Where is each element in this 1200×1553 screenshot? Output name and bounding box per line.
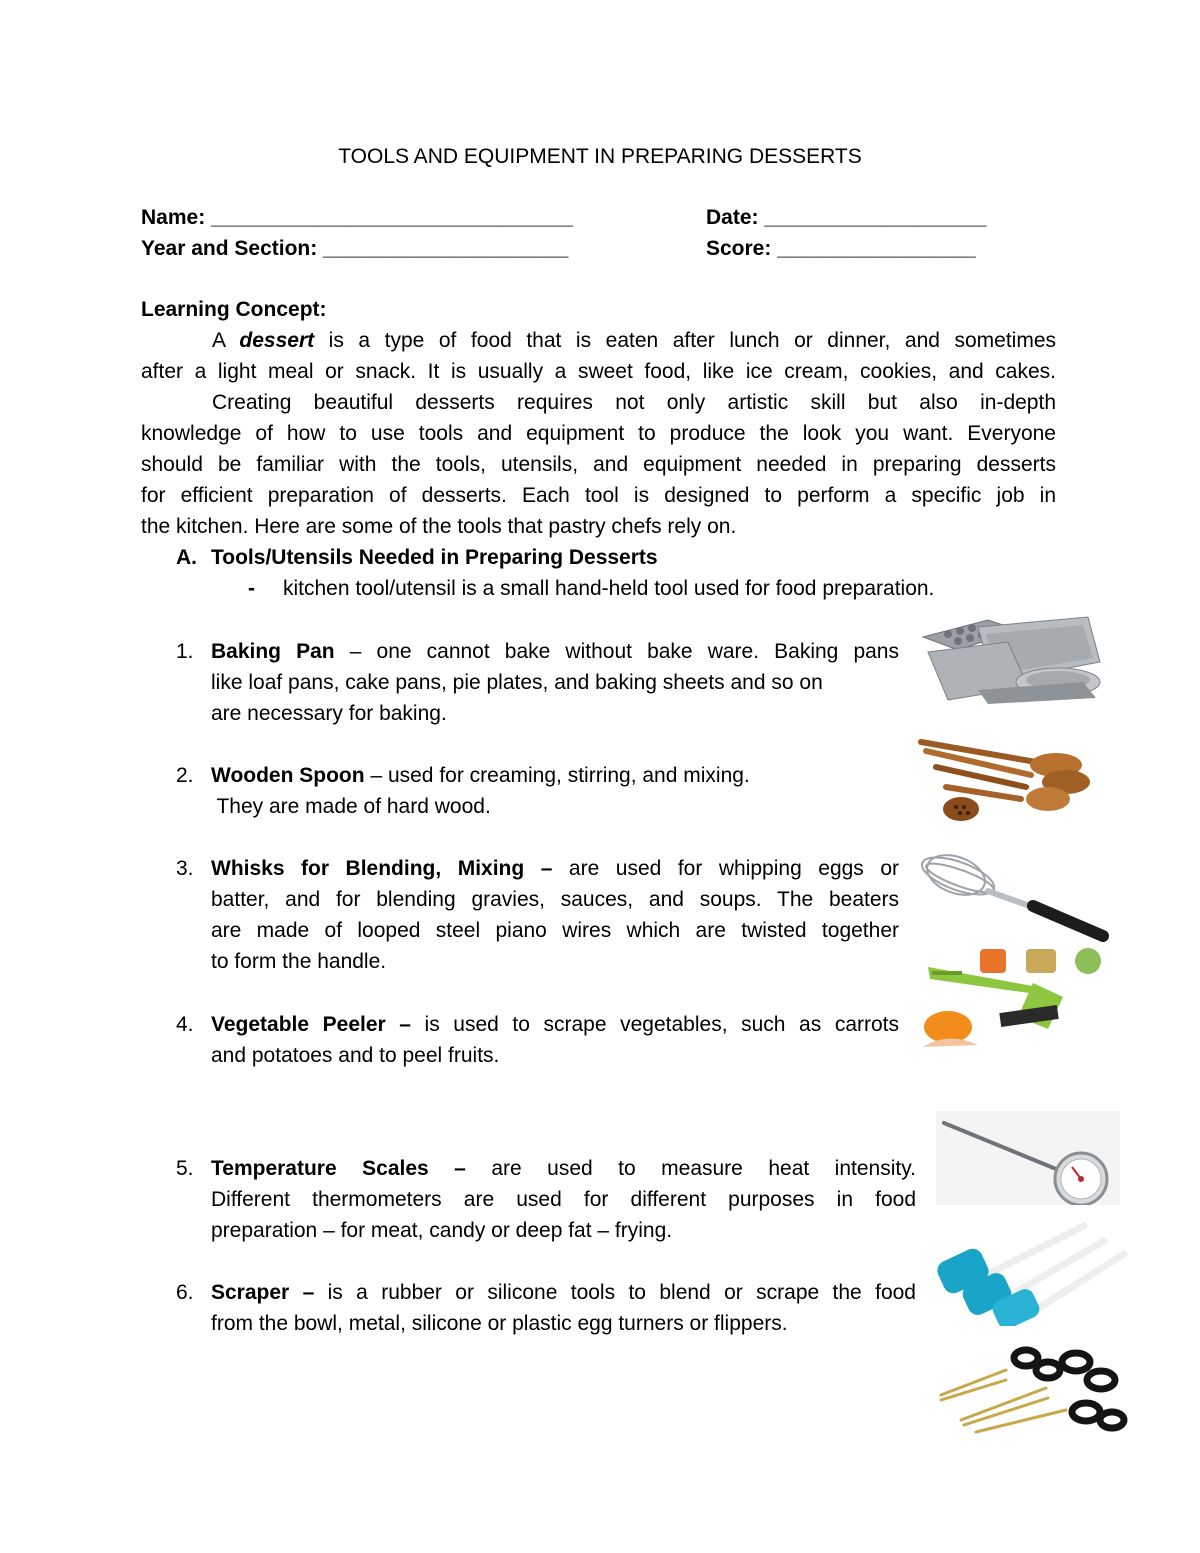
item-name: Scraper – [211,1281,315,1304]
wooden-spoons-image [916,737,1098,825]
item-number: 2. [176,764,194,787]
thermometer-image [936,1111,1120,1205]
baking-pans-image [918,612,1104,704]
year-section-field-label: Year and Section: _____________________ [141,237,569,260]
whisk-image [918,851,1112,945]
item-number: 5. [176,1157,194,1180]
section-a-definition: kitchen tool/utensil is a small hand-held tool used for food preparation. [283,577,935,600]
item-whisk: Whisks for Blending, Mixing – are used for whipping eggs or batter, and for blending gravies, sauces, and soups. The beaters are made of looped steel piano wires which are twisted together to form the handle. [211,857,899,973]
page-title: TOOLS AND EQUIPMENT IN PREPARING DESSERTS [338,145,862,168]
item-scraper: Scraper – is a rubber or silicone tools to blend or scrape the food from the bowl, metal, silicone or plastic egg turners or flippers. [211,1281,916,1335]
item-wooden-spoon: Wooden Spoon – used for creaming, stirring, and mixing. They are made of hard wood. [211,764,750,818]
item-number: 4. [176,1013,194,1036]
dessert-term: dessert [239,329,315,352]
item-number: 1. [176,640,194,663]
paragraph-1-line-2: after a light meal or snack. It is usually a sweet food, like ice cream, cookies, and cakes. [141,360,1056,383]
item-baking-pan: Baking Pan – one cannot bake without bake ware. Baking pans like loaf pans, cake pans, pie plates, and baking sheets and so on are necessary for baking. [211,640,899,725]
item-number: 3. [176,857,194,880]
item-name: Temperature Scales – [211,1157,466,1180]
item-name: Wooden Spoon [211,764,365,787]
learning-concept-body [141,325,1056,542]
vegetable-peeler-image [918,947,1114,1051]
scissors-image [936,1340,1128,1436]
section-a-heading: Tools/Utensils Needed in Preparing Desserts [211,546,658,569]
learning-concept-heading: Learning Concept: [141,298,327,321]
paragraph-2-line-1: Creating beautiful desserts requires not only artistic skill but also in-depth [212,391,1056,414]
item-temperature-scales: Temperature Scales – are used to measure heat intensity. Different thermometers are used for different purposes in food preparation – for meat, candy or deep fat – frying. [211,1157,916,1242]
paragraph-1-line-1: A dessert is a type of food that is eaten after lunch or dinner, and sometimes [212,329,1057,352]
item-vegetable-peeler: Vegetable Peeler – is used to scrape vegetables, such as carrots and potatoes and to peel fruits. [211,1013,900,1067]
item-number: 6. [176,1281,194,1304]
item-name: Whisks for Blending, Mixing – [211,857,553,880]
scrapers-image [934,1216,1132,1326]
definition-bullet: - [248,577,255,600]
paragraph-2-line-5: the kitchen. Here are some of the tools that pastry chefs rely on. [141,515,737,538]
item-name: Vegetable Peeler – [211,1013,411,1036]
date-field-label: Date: ___________________ [706,206,987,229]
paragraph-2-line-4: for efficient preparation of desserts. Each tool is designed to perform a specific job in [141,484,1056,507]
section-a-marker: A. [176,546,197,569]
score-field-label: Score: _________________ [706,237,976,260]
paragraph-2-line-2: knowledge of how to use tools and equipment to produce the look you want. Everyone [141,422,1056,445]
name-field-label: Name: _______________________________ [141,206,574,229]
item-name: Baking Pan [211,640,335,663]
paragraph-2-line-3: should be familiar with the tools, utensils, and equipment needed in preparing desserts [141,453,1056,476]
